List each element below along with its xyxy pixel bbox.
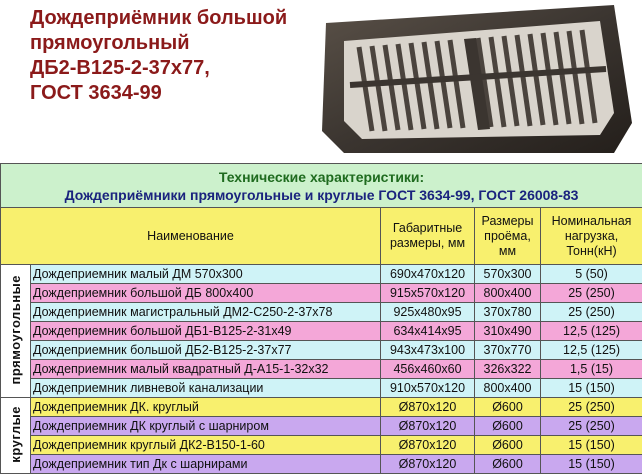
table-row [1,436,642,455]
row-dims: 915х570х120 [381,284,475,303]
title-line: Дождеприёмник большой [30,6,310,31]
row-opening: Ø600 [475,455,541,474]
row-name: Дождеприемник ливневой канализации [31,379,381,398]
title-line: ГОСТ 3634-99 [30,81,310,106]
row-name: Дождеприемник ДК круглый с шарниром [31,417,381,436]
row-name: Дождеприемник тип Дк с шарнирами [31,455,381,474]
table-row [1,303,642,322]
row-dims: 943х473х100 [381,341,475,360]
row-dims: Ø870х120 [381,417,475,436]
cast-iron-rain-grate-icon [314,3,634,158]
row-load: 25 (250) [541,398,642,417]
row-opening: 800х400 [475,379,541,398]
row-dims: Ø870х120 [381,455,475,474]
row-opening: 570х300 [475,265,541,284]
row-opening: 326х322 [475,360,541,379]
row-load: 25 (250) [541,303,642,322]
row-dims: 925х480х95 [381,303,475,322]
page-title [30,6,310,106]
table-row [1,379,642,398]
specs-banner [1,164,642,208]
header-load: Номинальная нагрузка, Тонн(кН) [541,208,642,265]
title-line: ДБ2-В125-2-37х77, [30,56,310,81]
table-row [1,341,642,360]
table-row [1,265,642,284]
row-name: Дождеприемник большой ДБ 800х400 [31,284,381,303]
row-opening: Ø600 [475,436,541,455]
row-load: 12,5 (125) [541,341,642,360]
banner-subtitle: Дождеприёмники прямоугольные и круглые ГОСТ 3634-99, ГОСТ 26008-83 [3,186,640,204]
row-load: 1,5 (15) [541,360,642,379]
header-name: Наименование [1,208,381,265]
row-load: 15 (150) [541,436,642,455]
row-opening: Ø600 [475,398,541,417]
row-load: 15 (150) [541,379,642,398]
row-opening: 310х490 [475,322,541,341]
table-row [1,417,642,436]
row-load: 12,5 (125) [541,322,642,341]
row-opening: 800х400 [475,284,541,303]
row-load: 15 (150) [541,455,642,474]
row-name: Дождеприемник малый квадратный Д-А15-1-32х32 [31,360,381,379]
row-dims: 634х414х95 [381,322,475,341]
group-label-round: круглые [1,398,31,474]
row-opening: 370х780 [475,303,541,322]
row-load: 5 (50) [541,265,642,284]
row-name: Дождеприемник большой ДБ2-В125-2-37х77 [31,341,381,360]
row-dims: 690х470х120 [381,265,475,284]
banner-title: Технические характеристики: [3,168,640,186]
row-load: 25 (250) [541,284,642,303]
row-name: Дождеприемник ДК. круглый [31,398,381,417]
header-dims: Габаритные размеры, мм [381,208,475,265]
table-row [1,322,642,341]
table-row [1,398,642,417]
row-load: 25 (250) [541,417,642,436]
row-dims: Ø870х120 [381,436,475,455]
row-opening: Ø600 [475,417,541,436]
table-row [1,360,642,379]
row-name: Дождеприемник круглый ДК2-В150-1-60 [31,436,381,455]
specs-table [0,163,642,474]
row-dims: 456х460х60 [381,360,475,379]
row-dims: 910х570х120 [381,379,475,398]
table-header [1,208,642,265]
group-label-rect: прямоугольные [1,265,31,398]
row-dims: Ø870х120 [381,398,475,417]
header-opening: Размеры проёма, мм [475,208,541,265]
row-name: Дождеприемник большой ДБ1-В125-2-31х49 [31,322,381,341]
row-name: Дождеприемник малый ДМ 570х300 [31,265,381,284]
table-row [1,284,642,303]
row-opening: 370х770 [475,341,541,360]
row-name: Дождеприемник магистральный ДМ2-С250-2-37х78 [31,303,381,322]
title-line: прямоугольный [30,31,310,56]
